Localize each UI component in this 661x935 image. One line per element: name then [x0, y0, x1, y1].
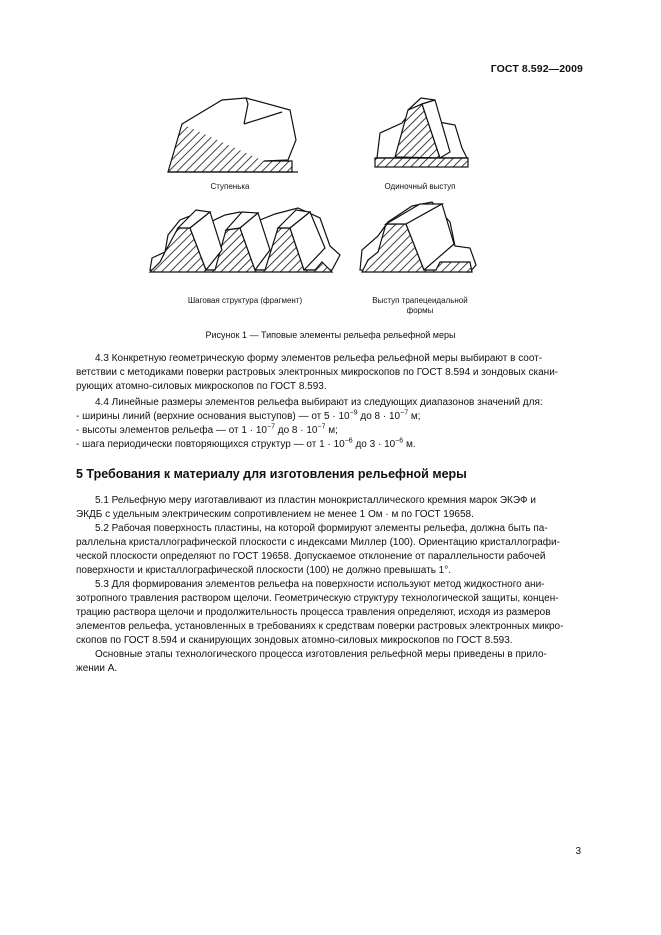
- p53-line1: 5.3 Для формирования элементов рельефа на поверхности используют метод жидкостного ани-: [95, 579, 545, 590]
- p44-item-pitch: - шага периодически повторяющихся структур — от $1 \cdot 10^{-6}$ до $3 \cdot 10^{-6}$ м.: [76, 437, 416, 450]
- page-number: 3: [575, 846, 581, 857]
- document-code: ГОСТ 8.592—2009: [490, 63, 583, 75]
- label-trapezoidal-protrusion: [355, 296, 485, 316]
- p52-line4: поверхности и кристаллографической плоскости (100) не должно превышать 1°.: [76, 565, 452, 576]
- label-pitch-structure: Шаговая структура (фрагмент): [187, 296, 303, 305]
- label-trapezoidal-line2: формы: [406, 306, 434, 315]
- p52-line3: ческой плоскости определяют по ГОСТ 19658. Допускаемое отклонение от параллельности рабочей: [76, 551, 546, 562]
- paragraph-5-3: [76, 578, 583, 648]
- paragraph-5-2: [76, 522, 583, 578]
- trapezoidal-protrusion-drawing: [360, 202, 476, 272]
- p43-line3: рующих атомно-силовых микроскопов по ГОСТ 8.593.: [76, 381, 327, 392]
- relief-elements-figure: [0, 0, 661, 340]
- p53-line4: элементов рельефа, установленных в требованиях к средствам поверки растровых электронных микро-: [76, 621, 564, 632]
- label-trapezoidal-line1: Выступ трапецеидальной: [372, 296, 468, 305]
- single-protrusion-drawing: [375, 98, 468, 167]
- label-single-protrusion: Одиночный выступ: [384, 182, 456, 191]
- p51-line1: 5.1 Рельефную меру изготавливают из пластин монокристаллического кремния марок ЭКЭФ и: [95, 495, 537, 506]
- p54-line2: жении А.: [76, 663, 118, 674]
- p52-line1: 5.2 Рабочая поверхность пластины, на которой формируют элементы рельефа, должна быть па-: [95, 523, 548, 534]
- paragraph-5-4: [76, 648, 583, 676]
- section-5-heading: 5 Требования к материалу для изготовления рельефной меры: [76, 467, 467, 481]
- paragraph-4-3: [76, 352, 583, 394]
- p53-line2: зотропного травления раствором щелочи. Геометрическую структуру технологической защиты, концен-: [76, 593, 559, 604]
- p52-line2: раллельна кристаллографической плоскости с индексами Миллер (100). Ориентацию кристаллографи-: [76, 537, 560, 548]
- step-drawing: [168, 98, 298, 172]
- pitch-structure-drawing: [150, 208, 340, 272]
- p43-line2: ветствии с методиками поверки растровых электронных микроскопов по ГОСТ 8.594 и зондовых скани-: [76, 367, 559, 378]
- p54-line1: Основные этапы технологического процесса изготовления рельефной меры приведены в прило-: [95, 649, 547, 660]
- p44-line1: 4.4 Линейные размеры элементов рельефа выбирают из следующих диапазонов значений для:: [95, 397, 543, 408]
- paragraph-4-4: [76, 396, 583, 452]
- p53-line3: трацию раствора щелочи и продолжительность процесса травления определяют, исходя из размеров: [76, 607, 551, 618]
- p51-line2: ЭКДБ с удельным электрическим сопротивлением не менее 1 Ом · м по ГОСТ 19658.: [76, 509, 474, 520]
- label-step: Ступенька: [210, 182, 250, 191]
- paragraph-5-1: [76, 494, 583, 522]
- p44-item-width: - ширины линий (верхние основания выступов) — от $5 \cdot 10^{-9}$ до $8 \cdot 10^{-7}$ м;: [76, 409, 421, 422]
- p53-line5: скопов по ГОСТ 8.594 и сканирующих зондовых атомно-силовых микроскопов по ГОСТ 8.593.: [76, 635, 513, 646]
- p43-line1: 4.3 Конкретную геометрическую форму элементов рельефа рельефной меры выбирают в соот-: [95, 353, 543, 364]
- figure-caption: Рисунок 1 — Типовые элементы рельефа рельефной меры: [205, 330, 456, 340]
- p44-item-height: - высоты элементов рельефа — от $1 \cdot 10^{-7}$ до $8 \cdot 10^{-7}$ м;: [76, 423, 338, 436]
